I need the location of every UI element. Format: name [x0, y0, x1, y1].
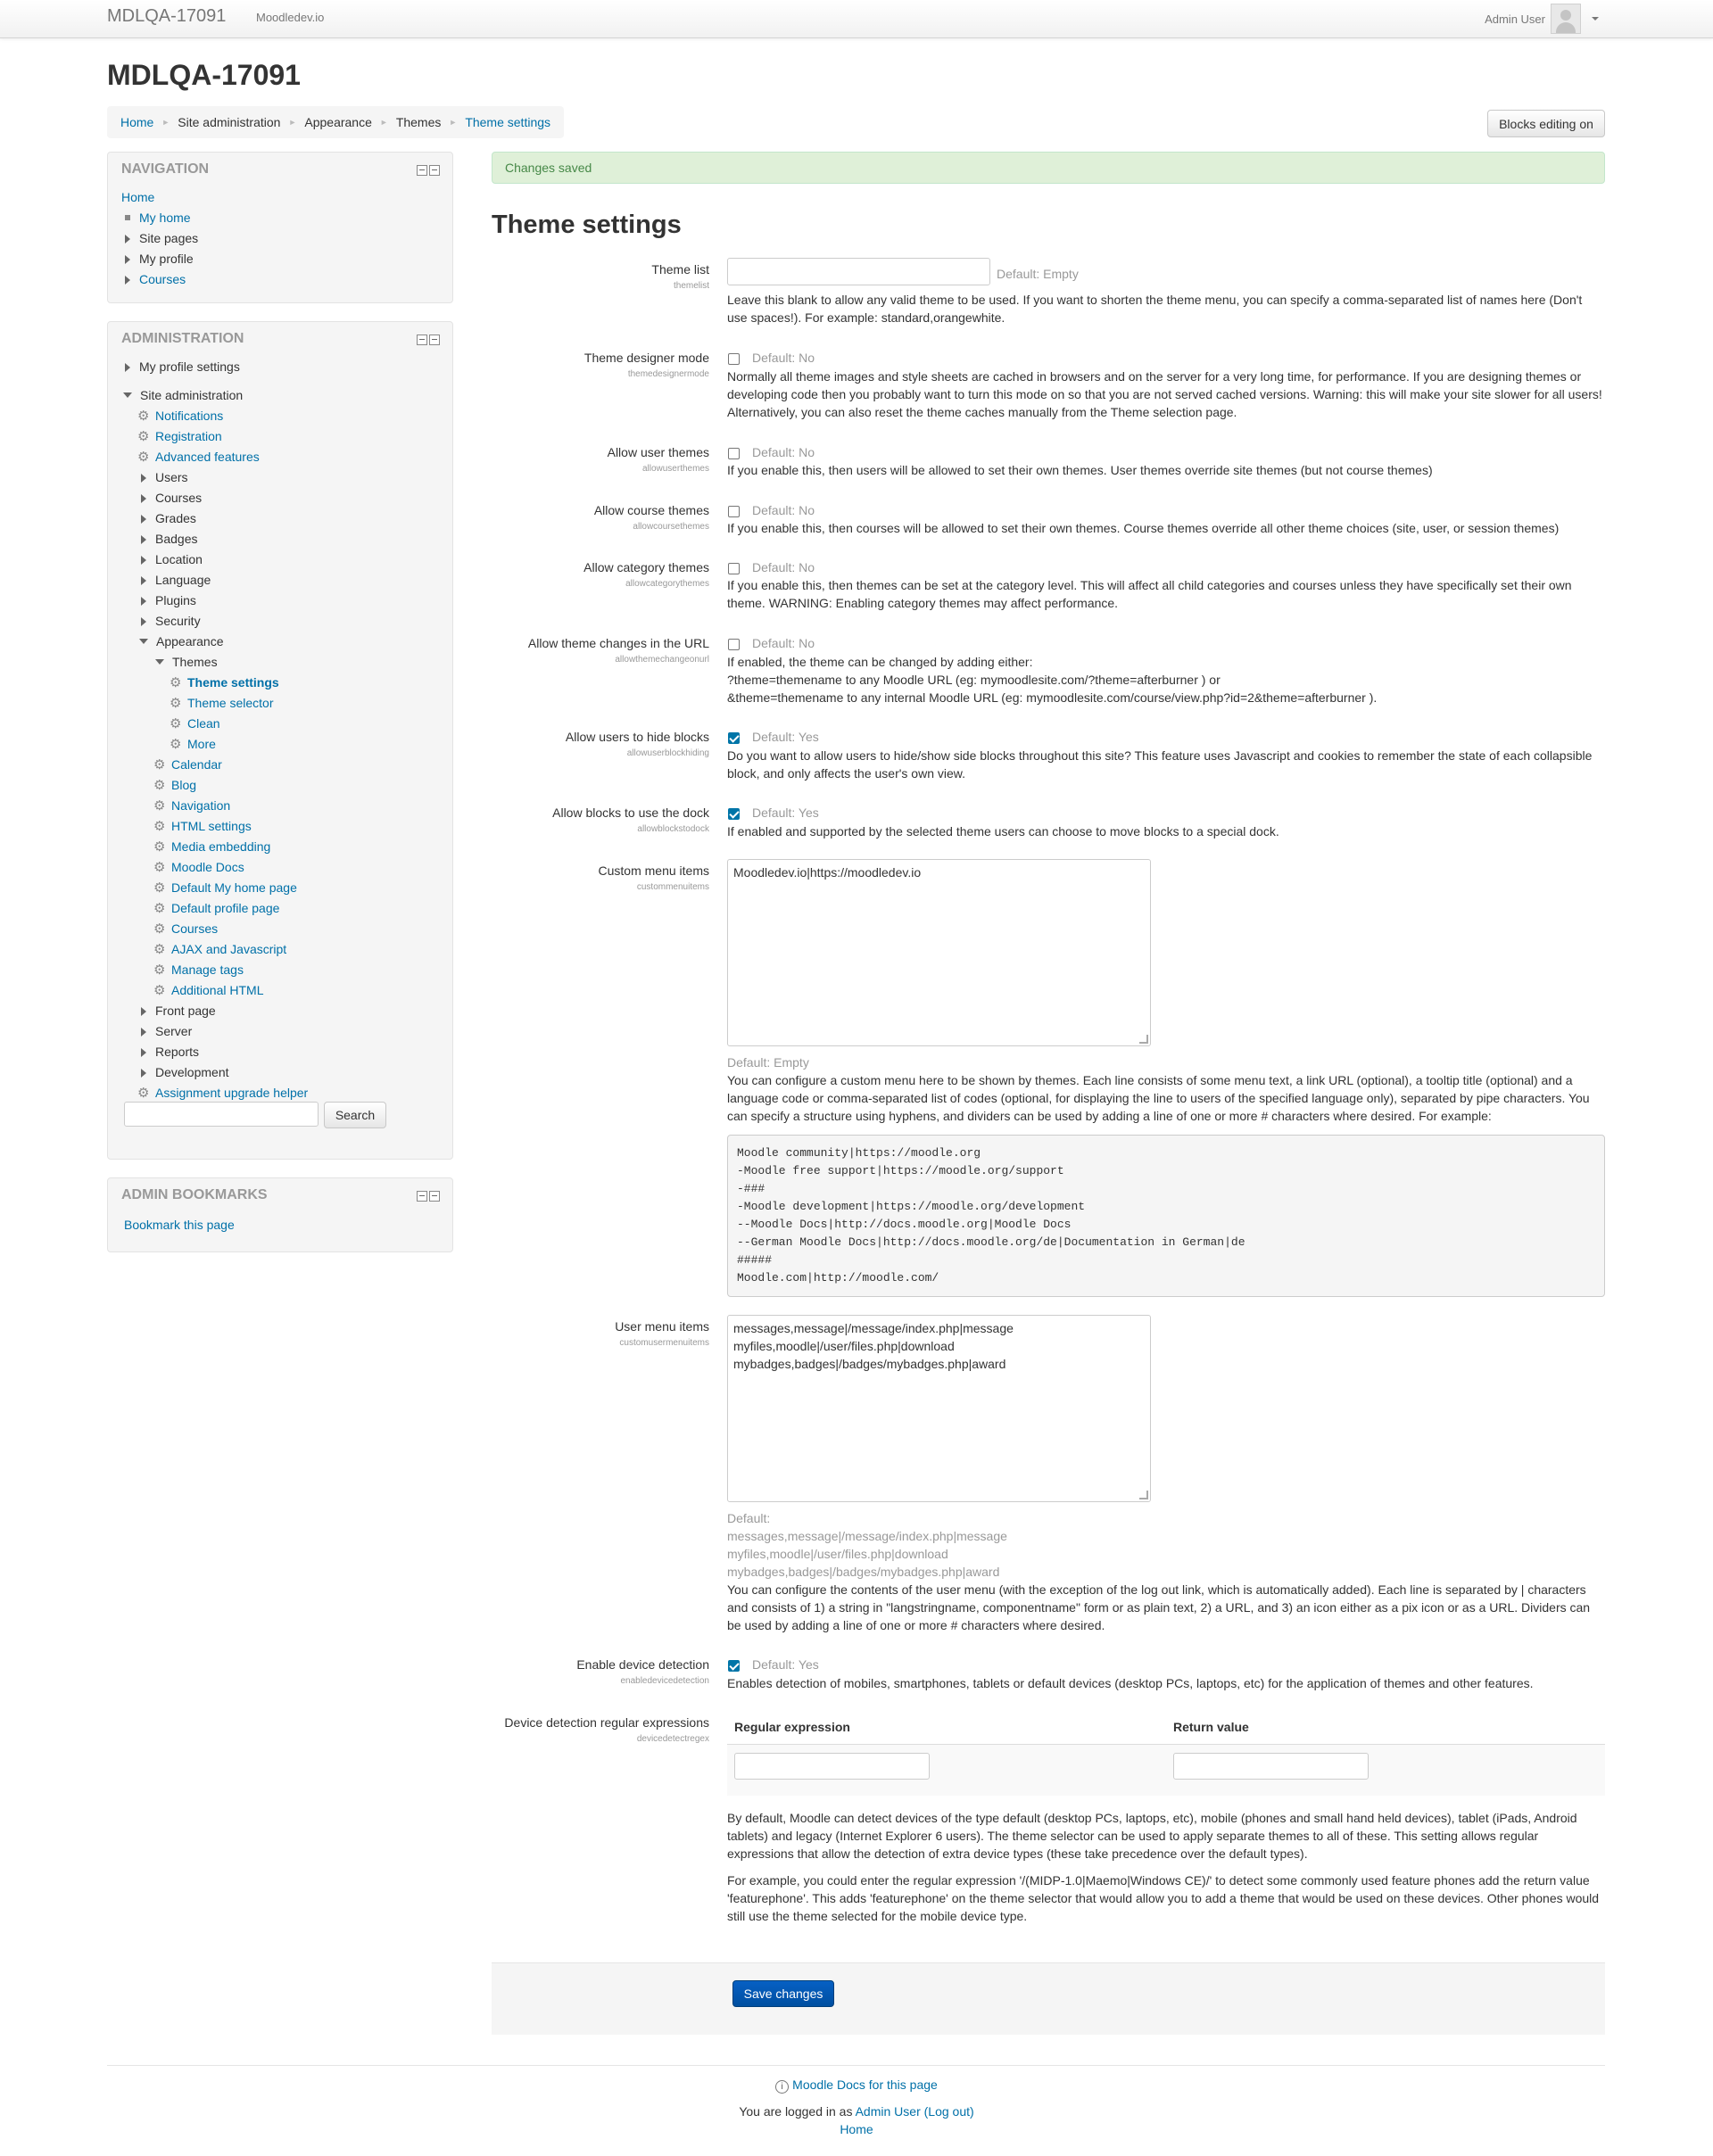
- admin-location-label: Location: [155, 552, 203, 566]
- breadcrumb-separator-icon: ►: [288, 118, 297, 127]
- regex-input[interactable]: [734, 1753, 930, 1780]
- expand-icon: [141, 1048, 146, 1057]
- allowthemechangeonurl-default: Default: No: [752, 636, 815, 650]
- breadcrumb: [107, 106, 564, 138]
- expand-icon: [141, 1069, 146, 1078]
- allowcoursethemes-label: [594, 503, 709, 532]
- admin-assignment-upgrade[interactable]: Assignment upgrade helper: [155, 1086, 309, 1100]
- allowcoursethemes-description: If you enable this, then courses will be allowed to set their own themes. Course themes override all other theme choices (site, user, or session themes): [727, 521, 1560, 535]
- breadcrumb-appearance: Appearance: [304, 115, 372, 129]
- return-value-column-header: Return value: [1173, 1720, 1249, 1734]
- gear-icon: ⚙: [153, 921, 166, 937]
- allowcategorythemes-label: [583, 560, 709, 589]
- allowuserthemes-checkbox[interactable]: [728, 448, 740, 459]
- allowcategorythemes-setting-name: allowcategorythemes: [625, 579, 709, 589]
- admin-front-page[interactable]: [141, 1002, 216, 1020]
- expand-icon: [125, 235, 130, 244]
- admin-badges-label: Badges: [155, 532, 198, 546]
- brand-link[interactable]: MDLQA-17091: [107, 6, 227, 26]
- footer-home: [0, 2122, 1713, 2136]
- allowcoursethemes-setting-name: allowcoursethemes: [633, 522, 709, 532]
- admin-plugins[interactable]: [141, 591, 196, 609]
- administration-block: [107, 321, 453, 1160]
- gear-icon: ⚙: [153, 962, 166, 978]
- admin-language[interactable]: [141, 571, 211, 589]
- admin-users[interactable]: [141, 468, 188, 486]
- admin-server[interactable]: [141, 1022, 192, 1040]
- user-menu[interactable]: [1485, 4, 1599, 34]
- collapse-tree-icon: [123, 392, 132, 398]
- expand-icon: [141, 515, 146, 524]
- custommenuitems-textarea[interactable]: [727, 859, 1151, 1046]
- customusermenuitems-value: messages,message|/message/index.php|message myfiles,moodle|/user/files.php|download mybadges,badges|/badges/mybadges.php|award: [733, 1321, 1014, 1371]
- admin-front-page-label: Front page: [155, 1004, 216, 1018]
- admin-theme-more[interactable]: More: [187, 737, 216, 751]
- themedesignermode-default: Default: No: [752, 351, 815, 365]
- admin-default-my-home[interactable]: Default My home page: [171, 880, 297, 895]
- gear-icon: ⚙: [137, 1086, 150, 1101]
- expand-icon: [141, 1007, 146, 1016]
- customusermenuitems-default: [727, 1509, 1605, 1581]
- collapse-icon[interactable]: [417, 1191, 427, 1202]
- gear-icon: ⚙: [137, 450, 150, 465]
- custommenuitems-description: You can configure a custom menu here to be shown by themes. Each line consists of some menu text, a link URL (optional), a tooltip title (optional) and a language code or comma-separated list of codes (optional, for displaying the line to users of the specified language only), separated by pipe characters. You can specify a structure using hyphens, and dividers can be used by adding a line of one or more # characters where desired. For example:: [727, 1073, 1590, 1123]
- gear-icon: ⚙: [153, 860, 166, 875]
- user-name[interactable]: Admin User: [1485, 12, 1545, 26]
- collapse-tree-icon: [155, 659, 164, 665]
- bullet-icon: [125, 215, 130, 220]
- allowuserthemes-label: [608, 445, 709, 474]
- gear-icon: ⚙: [153, 798, 166, 814]
- dock-icon[interactable]: [429, 335, 440, 345]
- admin-theme-settings[interactable]: Theme settings: [187, 675, 279, 690]
- admin-moodle-docs[interactable]: Moodle Docs: [171, 860, 244, 874]
- breadcrumb-separator-icon: ►: [161, 118, 170, 127]
- devicedetectregex-description: [727, 1809, 1605, 1925]
- collapse-tree-icon: [139, 639, 148, 644]
- nav-my-profile[interactable]: [125, 250, 194, 268]
- enabledevicedetection-setting-name: enabledevicedetection: [620, 1676, 709, 1686]
- admin-blog[interactable]: Blog: [171, 778, 197, 792]
- dock-icon[interactable]: [429, 1191, 440, 1202]
- gear-icon: ⚙: [153, 839, 166, 855]
- allowuserthemes-default: Default: No: [752, 445, 815, 459]
- allowuserblockhiding-label-text: Allow users to hide blocks: [565, 730, 709, 744]
- themelist-label-text: Theme list: [651, 262, 709, 277]
- allowcategorythemes-description: If you enable this, then themes can be set at the category level. This will affect all child categories and courses unless they have specifically set their own theme. WARNING: Enabling category themes may affect performance.: [727, 578, 1572, 610]
- collapse-icon[interactable]: [417, 335, 427, 345]
- table-row: [727, 1744, 1605, 1796]
- allowuserblockhiding-description: Do you want to allow users to hide/show side blocks throughout this site? This feature uses Javascript and cookies to remember the state of each collapsible block, and only affects the user's own view.: [727, 748, 1593, 781]
- gear-icon: ⚙: [153, 757, 166, 772]
- allowuserthemes-label-text: Allow user themes: [607, 445, 709, 459]
- admin-courses-label: Courses: [155, 491, 203, 505]
- allowcategorythemes-default: Default: No: [752, 560, 815, 574]
- expand-icon: [125, 255, 130, 264]
- gear-icon: ⚙: [137, 429, 150, 444]
- allowblockstodock-label-text: Allow blocks to use the dock: [552, 805, 709, 820]
- customusermenuitems-default-line: messages,message|/message/index.php|message: [727, 1529, 1007, 1543]
- expand-icon: [125, 276, 130, 285]
- bookmark-this-page-link[interactable]: Bookmark this page: [124, 1218, 235, 1232]
- expand-icon: [141, 556, 146, 565]
- allowuserblockhiding-default: Default: Yes: [752, 730, 819, 744]
- admin-themes[interactable]: [155, 653, 218, 671]
- admin-security[interactable]: [141, 612, 201, 630]
- form-actions: [492, 1962, 1605, 2035]
- admin-reports[interactable]: [141, 1043, 199, 1061]
- admin-site-administration-label: Site administration: [140, 388, 244, 402]
- enabledevicedetection-label: [576, 1657, 709, 1686]
- allowuserthemes-setting-name: allowuserthemes: [641, 464, 709, 474]
- collapse-icon[interactable]: [417, 165, 427, 176]
- footer-divider: [107, 2065, 1605, 2066]
- navigation-block-title: NAVIGATION: [121, 161, 210, 177]
- allowcategorythemes-label-text: Allow category themes: [583, 560, 709, 574]
- chevron-down-icon[interactable]: [1592, 17, 1599, 21]
- allowthemechangeonurl-desc-line: If enabled, the theme can be changed by adding either:: [727, 655, 1033, 669]
- dock-icon[interactable]: [429, 165, 440, 176]
- allowcoursethemes-checkbox[interactable]: [728, 506, 740, 517]
- block-controls: [417, 335, 440, 345]
- gear-icon: ⚙: [153, 942, 166, 957]
- admin-appearance-courses[interactable]: Courses: [171, 921, 219, 936]
- gear-icon: ⚙: [153, 778, 166, 793]
- admin-search-input[interactable]: [124, 1102, 319, 1127]
- themelist-input[interactable]: [727, 258, 990, 285]
- admin-appearance[interactable]: [139, 632, 224, 650]
- gear-icon: ⚙: [170, 675, 182, 690]
- enabledevicedetection-label-text: Enable device detection: [576, 1657, 709, 1672]
- admin-badges[interactable]: [141, 530, 197, 548]
- expand-icon: [141, 474, 146, 483]
- resize-handle-icon[interactable]: [1139, 1491, 1148, 1499]
- gear-icon: ⚙: [170, 716, 182, 731]
- expand-icon: [141, 576, 146, 585]
- custommenuitems-setting-name: custommenuitems: [636, 882, 709, 892]
- settings-page-title: Theme settings: [492, 211, 682, 239]
- admin-courses[interactable]: [141, 489, 202, 507]
- administration-block-title: ADMINISTRATION: [121, 331, 244, 346]
- logged-in-text: You are logged in as: [739, 2104, 853, 2119]
- customusermenuitems-default-line: mybadges,badges|/badges/mybadges.php|award: [727, 1565, 1000, 1579]
- admin-grades-label: Grades: [155, 511, 196, 525]
- admin-media-embedding[interactable]: Media embedding: [171, 839, 271, 854]
- enabledevicedetection-description: Enables detection of mobiles, smartphones, tablets or default devices (desktop PCs, laptops, etc) for the application of themes and other features.: [727, 1676, 1534, 1690]
- admin-advanced-features[interactable]: Advanced features: [155, 450, 260, 464]
- allowcoursethemes-label-text: Allow course themes: [593, 503, 709, 517]
- nav-home[interactable]: Home: [121, 190, 155, 204]
- admin-html-settings[interactable]: HTML settings: [171, 819, 252, 833]
- breadcrumb-themes: Themes: [395, 115, 442, 129]
- allowthemechangeonurl-checkbox[interactable]: [728, 639, 740, 650]
- gear-icon: ⚙: [137, 409, 150, 424]
- expand-icon: [141, 1028, 146, 1037]
- allowblockstodock-default: Default: Yes: [752, 805, 819, 820]
- footer-docs: [0, 2078, 1713, 2094]
- themelist-default: Default: Empty: [997, 267, 1079, 281]
- devicedetectregex-label: [504, 1715, 709, 1744]
- gear-icon: ⚙: [153, 983, 166, 998]
- logout-link[interactable]: (Log out): [923, 2104, 974, 2119]
- admin-notifications[interactable]: Notifications: [155, 409, 224, 423]
- admin-language-label: Language: [155, 573, 211, 587]
- devicedetectregex-desc-paragraph: For example, you could enter the regular expression '/(MIDP-1.0|Maemo|Windows CE)/' to detect some commonly used feature phones add the return value 'featurephone'. This adds 'featurephone' on the theme selector that would allow you to add a theme that would be used on these devices. Other phones would still use the theme selected for the mobile device type.: [727, 1873, 1600, 1923]
- customusermenuitems-textarea[interactable]: [727, 1315, 1151, 1502]
- allowthemechangeonurl-desc-line: &theme=themename to any internal Moodle URL (eg: mymoodlesite.com/course/view.php?id=2&theme=afterburner ).: [727, 690, 1378, 705]
- admin-location[interactable]: [141, 550, 203, 568]
- admin-development[interactable]: [141, 1063, 229, 1081]
- devicedetectregex-label-text: Device detection regular expressions: [504, 1715, 709, 1730]
- allowuserblockhiding-label: [566, 730, 709, 758]
- themelist-label: [651, 262, 709, 291]
- customusermenuitems-label-text: User menu items: [615, 1319, 709, 1334]
- block-controls: [417, 165, 440, 176]
- allowthemechangeonurl-label: [528, 636, 709, 665]
- customusermenuitems-description: You can configure the contents of the user menu (with the exception of the log out link, which is automatically added). Each line is separated by | characters and consists of 1) a string in "langstringname, componentname" form or as plain text, 2) a URL, and 3) an icon either as a pix icon or as a URL. Dividers can be used by adding a line of one or more # characters where desired.: [727, 1582, 1591, 1632]
- custommenuitems-example: Moodle community|https://moodle.org -Moodle free support|https://moodle.org/support -### -Moodle development|https://moodle.org/development --Moodle Docs|http://docs.moodle.org|Moodle Docs --German Moodle Docs|http://docs.moodle.org/de|Documentation in German|de ##### Moodle.com|http://moodle.com/: [727, 1135, 1605, 1297]
- footer-user-link[interactable]: Admin User: [855, 2104, 921, 2119]
- gear-icon: ⚙: [153, 901, 166, 916]
- admin-default-profile[interactable]: Default profile page: [171, 901, 280, 915]
- breadcrumb-site-administration: Site administration: [178, 115, 281, 129]
- gear-icon: ⚙: [153, 819, 166, 834]
- allowuserblockhiding-checkbox[interactable]: [728, 732, 740, 744]
- expand-icon: [141, 597, 146, 606]
- navigation-block: [107, 152, 453, 303]
- avatar[interactable]: [1551, 4, 1581, 34]
- allowuserthemes-description: If you enable this, then users will be allowed to set their own themes. User themes override site themes (but not course themes): [727, 463, 1433, 477]
- admin-my-profile-settings[interactable]: [125, 358, 240, 376]
- admin-additional-html[interactable]: Additional HTML: [171, 983, 264, 997]
- admin-reports-label: Reports: [155, 1045, 200, 1059]
- info-icon: i: [775, 2080, 789, 2094]
- admin-server-label: Server: [155, 1024, 193, 1038]
- breadcrumb-home[interactable]: Home: [120, 115, 154, 129]
- breadcrumb-theme-settings[interactable]: Theme settings: [465, 115, 551, 129]
- allowuserblockhiding-setting-name: allowuserblockhiding: [626, 748, 709, 758]
- custommenuitems-default: Default: Empty: [727, 1055, 809, 1070]
- admin-ajax[interactable]: AJAX and Javascript: [171, 942, 287, 956]
- admin-search-button[interactable]: Search: [324, 1102, 386, 1128]
- resize-handle-icon[interactable]: [1139, 1035, 1148, 1044]
- expand-icon: [141, 535, 146, 544]
- changes-saved-alert: Changes saved: [492, 152, 1605, 184]
- customusermenuitems-setting-name: customusermenuitems: [619, 1338, 709, 1348]
- admin-bookmarks-block: [107, 1177, 453, 1252]
- gear-icon: ⚙: [170, 737, 182, 752]
- admin-my-profile-settings-label: My profile settings: [139, 359, 240, 374]
- themedesignermode-checkbox[interactable]: [728, 353, 740, 365]
- admin-bookmarks-title: ADMIN BOOKMARKS: [121, 1187, 268, 1202]
- allowblockstodock-checkbox[interactable]: [728, 808, 740, 820]
- allowcategorythemes-checkbox[interactable]: [728, 563, 740, 574]
- expand-icon: [125, 363, 130, 372]
- nav-my-profile-label: My profile: [139, 252, 194, 266]
- themedesignermode-label-text: Theme designer mode: [583, 351, 709, 365]
- custommenuitems-label-text: Custom menu items: [598, 863, 709, 878]
- admin-grades[interactable]: [141, 509, 196, 527]
- allowthemechangeonurl-setting-name: allowthemechangeonurl: [615, 655, 709, 665]
- admin-theme-selector[interactable]: Theme selector: [187, 696, 274, 710]
- allowblockstodock-description: If enabled and supported by the selected theme users can choose to move blocks to a special dock.: [727, 824, 1279, 838]
- blocks-editing-button[interactable]: Blocks editing on: [1487, 110, 1605, 137]
- admin-plugins-label: Plugins: [155, 593, 196, 607]
- allowcoursethemes-default: Default: No: [752, 503, 815, 517]
- site-name-link[interactable]: Moodledev.io: [256, 11, 325, 24]
- themelist-setting-name: themelist: [673, 281, 709, 291]
- allowblockstodock-setting-name: allowblockstodock: [637, 824, 709, 834]
- allowthemechangeonurl-label-text: Allow theme changes in the URL: [527, 636, 709, 650]
- page-title: MDLQA-17091: [107, 59, 301, 91]
- allowblockstodock-label: [552, 805, 709, 834]
- admin-site-administration[interactable]: [123, 386, 243, 404]
- expand-icon: [141, 617, 146, 626]
- enabledevicedetection-default: Default: Yes: [752, 1657, 819, 1672]
- gear-icon: ⚙: [170, 696, 182, 711]
- admin-appearance-label: Appearance: [156, 634, 224, 648]
- customusermenuitems-default-label: Default:: [727, 1511, 771, 1525]
- admin-theme-clean[interactable]: Clean: [187, 716, 220, 731]
- admin-themes-label: Themes: [172, 655, 218, 669]
- allowthemechangeonurl-desc-line: ?theme=themename to any Moodle URL (eg: mymoodlesite.com/?theme=afterburner ) or: [727, 673, 1221, 687]
- allowthemechangeonurl-description: [727, 653, 1605, 706]
- admin-registration[interactable]: Registration: [155, 429, 222, 443]
- custommenuitems-value: Moodledev.io|https://moodledev.io: [733, 865, 922, 880]
- block-controls: [417, 1191, 440, 1202]
- moodle-docs-link[interactable]: Moodle Docs for this page: [792, 2078, 938, 2092]
- nav-courses[interactable]: [125, 270, 186, 288]
- return-value-input[interactable]: [1173, 1753, 1369, 1780]
- expand-icon: [141, 494, 146, 503]
- admin-users-label: Users: [155, 470, 188, 484]
- customusermenuitems-label: [615, 1319, 709, 1348]
- nav-my-home[interactable]: My home: [139, 211, 191, 225]
- devicedetectregex-table: [727, 1710, 1605, 1795]
- nav-site-pages-label: Site pages: [139, 231, 199, 245]
- nav-courses-label[interactable]: Courses: [139, 272, 186, 286]
- devicedetectregex-setting-name: devicedetectregex: [636, 1734, 709, 1744]
- admin-manage-tags[interactable]: Manage tags: [171, 962, 244, 977]
- save-changes-button[interactable]: Save changes: [732, 1980, 834, 2007]
- gear-icon: ⚙: [153, 880, 166, 896]
- footer-home-link[interactable]: Home: [840, 2122, 873, 2136]
- admin-security-label: Security: [155, 614, 201, 628]
- breadcrumb-separator-icon: ►: [449, 118, 458, 127]
- themelist-description: Leave this blank to allow any valid theme to be used. If you want to shorten the theme menu, you can specify a comma-separated list of names here (Don't use spaces!). For example: standard,orangewhite.: [727, 293, 1583, 325]
- enabledevicedetection-checkbox[interactable]: [728, 1660, 740, 1672]
- custommenuitems-label: [599, 863, 709, 892]
- devicedetectregex-desc-paragraph: By default, Moodle can detect devices of the type default (desktop PCs, laptops, etc), mobile (phones and small hand held devices), tablet (iPads, Android tablets) and legacy (Internet Explorer 6 users). The theme selector can be used to apply separate themes to all of these. This setting allows regular expressions that allow the detection of extra device types (these take precedence over the default types).: [727, 1811, 1577, 1861]
- top-navbar: [0, 0, 1713, 38]
- themedesignermode-setting-name: themedesignermode: [627, 369, 709, 379]
- breadcrumb-separator-icon: ►: [379, 118, 388, 127]
- regex-column-header: Regular expression: [734, 1720, 850, 1734]
- themedesignermode-description: Normally all theme images and style sheets are cached in browsers and on the server for a very long time, for performance. If you are designing themes or developing code then you probably want to turn this mode on so that you are not served cached versions. Warning: this will make your site slower for all users! Alternatively, you can also reset the theme caches manually from the Theme selection page.: [727, 369, 1602, 419]
- themedesignermode-label: [584, 351, 709, 379]
- customusermenuitems-default-line: myfiles,moodle|/user/files.php|download: [727, 1547, 948, 1561]
- footer-login-info: [0, 2104, 1713, 2119]
- admin-development-label: Development: [155, 1065, 229, 1079]
- admin-navigation[interactable]: Navigation: [171, 798, 231, 813]
- nav-site-pages[interactable]: [125, 229, 198, 247]
- admin-calendar[interactable]: Calendar: [171, 757, 222, 772]
